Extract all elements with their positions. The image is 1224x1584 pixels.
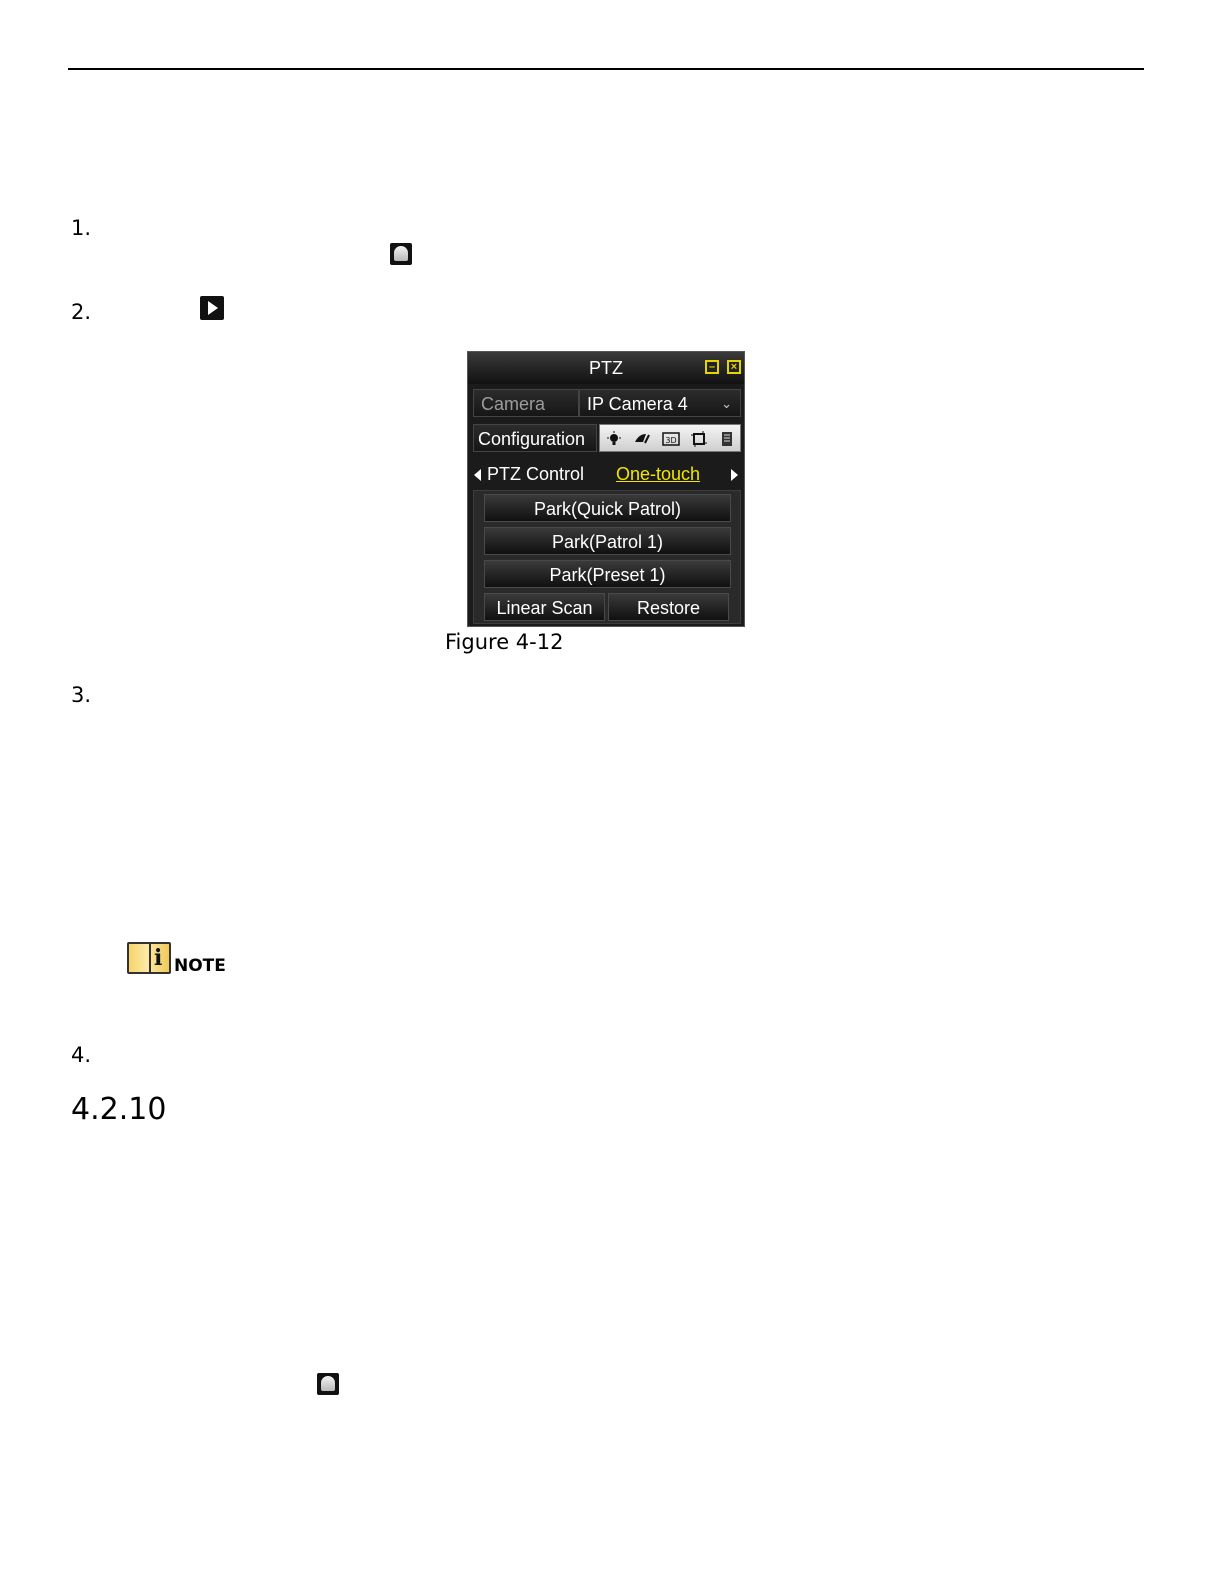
linear-scan-button[interactable]: Linear Scan xyxy=(484,593,605,621)
ptz-tab-row xyxy=(468,460,744,490)
configuration-button[interactable]: Configuration xyxy=(473,424,597,452)
ptz-panel xyxy=(467,351,745,627)
focus-frame-icon[interactable] xyxy=(691,431,707,447)
ptz-dome-icon xyxy=(390,243,412,265)
light-icon[interactable] xyxy=(606,431,622,447)
ptz-toolbar xyxy=(599,424,741,452)
park-patrol-1-button[interactable]: Park(Patrol 1) xyxy=(484,527,731,555)
header-rule xyxy=(68,68,1144,70)
chevron-down-icon: ⌄ xyxy=(721,396,732,411)
step-4-number: 4. xyxy=(71,1043,92,1067)
camera-select-value: IP Camera 4 xyxy=(587,394,688,414)
play-arrow-icon xyxy=(200,296,224,320)
park-preset-1-button[interactable]: Park(Preset 1) xyxy=(484,560,731,588)
camera-label: Camera xyxy=(473,389,579,417)
svg-text:3D: 3D xyxy=(665,436,677,445)
note-callout xyxy=(127,942,227,978)
tab-one-touch[interactable]: One-touch xyxy=(616,464,701,484)
menu-icon[interactable] xyxy=(719,431,735,447)
step-3-number: 3. xyxy=(71,683,92,707)
tab-next-icon[interactable] xyxy=(731,469,738,481)
minimize-icon[interactable]: – xyxy=(705,360,719,374)
camera-select[interactable] xyxy=(579,389,741,417)
camera-row xyxy=(473,389,741,417)
step-1-number: 1. xyxy=(71,216,92,240)
restore-button[interactable]: Restore xyxy=(608,593,729,621)
section-heading: 4.2.10 xyxy=(71,1092,167,1127)
park-quick-patrol-button[interactable]: Park(Quick Patrol) xyxy=(484,494,731,522)
note-book-icon: i xyxy=(127,942,171,974)
wiper-icon[interactable] xyxy=(634,431,650,447)
configuration-row xyxy=(473,424,741,452)
tab-prev-icon[interactable] xyxy=(474,469,481,481)
tab-ptz-control[interactable]: PTZ Control xyxy=(487,464,585,484)
figure-caption: Figure 4-12 xyxy=(445,630,564,654)
ptz-panel-title: PTZ xyxy=(468,352,744,384)
3d-zoom-icon[interactable] xyxy=(662,431,678,447)
close-icon[interactable]: × xyxy=(727,360,741,374)
ptz-dome-icon xyxy=(317,1373,339,1395)
step-2-number: 2. xyxy=(71,300,92,324)
note-label: NOTE xyxy=(174,956,226,976)
one-touch-button-area xyxy=(473,490,741,624)
